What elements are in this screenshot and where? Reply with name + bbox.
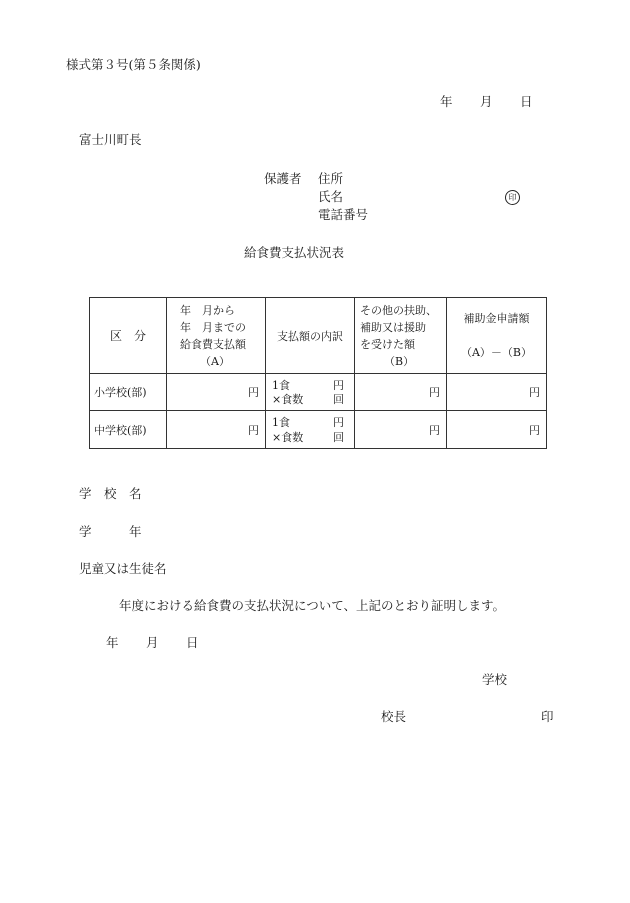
row-breakdown	[266, 411, 355, 449]
header-date-year: 年	[440, 94, 453, 109]
header-request	[447, 298, 547, 374]
guardian-label: 保護者	[264, 171, 302, 186]
header-breakdown: 支払額の内訳	[266, 298, 355, 374]
meal-count-label: ×食数	[272, 431, 304, 444]
table-row	[90, 411, 547, 449]
per-meal-unit: 円	[333, 416, 344, 429]
school-name-label: 学 校 名	[79, 486, 142, 501]
row-breakdown	[266, 374, 355, 411]
principal-label: 校長	[381, 709, 407, 724]
header-paid-line: 給食費支払額	[180, 337, 246, 351]
guardian-seal: 印	[508, 192, 517, 202]
per-meal-unit: 円	[333, 379, 344, 392]
row-paid: 円	[167, 374, 266, 411]
seal-icon	[505, 190, 520, 205]
row-request: 円	[447, 411, 547, 449]
meal-count-unit: 回	[333, 431, 344, 444]
row-paid: 円	[167, 411, 266, 449]
certification-text: 年度における給食費の支払状況について、上記のとおり証明します。	[119, 598, 506, 613]
table-header-row	[90, 298, 547, 374]
grade-label: 学 年	[79, 524, 142, 539]
header-aid	[355, 298, 447, 374]
addressee: 富士川町長	[79, 132, 142, 147]
guardian-phone-label: 電話番号	[318, 207, 369, 222]
header-paid-line: 年 月から	[180, 303, 235, 317]
header-date-month: 月	[480, 94, 493, 109]
table-row	[90, 374, 547, 411]
cert-date-month: 月	[146, 635, 159, 650]
row-label: 中学校(部)	[90, 411, 167, 449]
meal-count-label: ×食数	[272, 393, 304, 406]
header-date-day: 日	[520, 94, 533, 109]
form-number: 様式第３号(第５条関係)	[66, 57, 201, 72]
header-paid	[167, 298, 266, 374]
header-paid-line: 年 月までの	[180, 320, 246, 334]
guardian-name-label: 氏名	[318, 189, 344, 204]
row-aid: 円	[355, 374, 447, 411]
document-title: 給食費支払状況表	[244, 245, 345, 260]
row-request: 円	[447, 374, 547, 411]
cert-date-day: 日	[186, 635, 199, 650]
header-request-line: 補助金申請額	[463, 311, 530, 325]
principal-seal: 印	[541, 709, 554, 724]
header-paid-line: （A）	[200, 354, 230, 368]
header-date	[0, 96, 630, 110]
student-name-label: 児童又は生徒名	[79, 561, 167, 576]
row-aid: 円	[355, 411, 447, 449]
cert-date	[0, 637, 630, 651]
header-aid-line: 補助又は援助	[360, 320, 426, 334]
header-aid-line: その他の扶助、	[360, 303, 437, 317]
header-aid-line: （B）	[384, 354, 415, 368]
per-meal-label: 1食	[272, 379, 290, 392]
guardian-address-label: 住所	[318, 171, 344, 186]
school-suffix: 学校	[482, 672, 508, 687]
per-meal-label: 1食	[272, 416, 290, 429]
cert-date-year: 年	[106, 635, 119, 650]
header-category: 区 分	[90, 298, 167, 374]
header-aid-line: を受けた額	[360, 337, 415, 351]
payment-table	[89, 297, 547, 449]
meal-count-unit: 回	[333, 393, 344, 406]
header-request-line: （A）－（B）	[460, 345, 533, 359]
row-label: 小学校(部)	[90, 374, 167, 411]
